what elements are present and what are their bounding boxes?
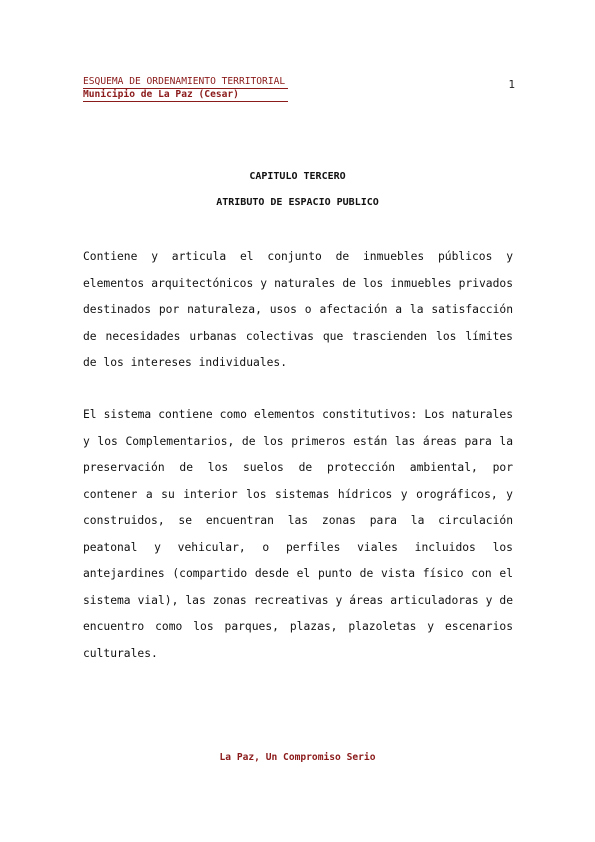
header-title: ESQUEMA DE ORDENAMIENTO TERRITORIAL bbox=[83, 76, 288, 89]
paragraph-elements: El sistema contiene como elementos constitutivos: Los naturales y los Complementarios, de los primeros están las áreas para la preservación de los suelos de protección ambiental, por contener a su interior los sistemas hídricos y orográficos, y construidos, se encuentran las zonas para la circulación peatonal y vehicular, o perfiles viales incluidos los antejardines (compartido desde el punto de vista físico con el sistema vial), las zonas recreativas y áreas articuladoras y de encuentro como los parques, plazas, plazoletas y escenarios culturales. bbox=[83, 408, 513, 660]
document-header bbox=[83, 76, 288, 102]
page-number: 1 bbox=[508, 78, 515, 91]
chapter-title: ATRIBUTO DE ESPACIO PUBLICO bbox=[216, 197, 379, 208]
header-municipality: Municipio de La Paz (Cesar) bbox=[83, 89, 288, 102]
document-footer: La Paz, Un Compromiso Serio bbox=[219, 752, 376, 763]
chapter-number: CAPITULO TERCERO bbox=[249, 171, 346, 182]
paragraph-definition: Contiene y articula el conjunto de inmuebles públicos y elementos arquitectónicos y naturales de los inmuebles privados destinados por naturaleza, usos o afectación a la satisfacción de necesidades urbanas colectivas que trascienden los límites de los intereses individuales. bbox=[83, 250, 513, 369]
